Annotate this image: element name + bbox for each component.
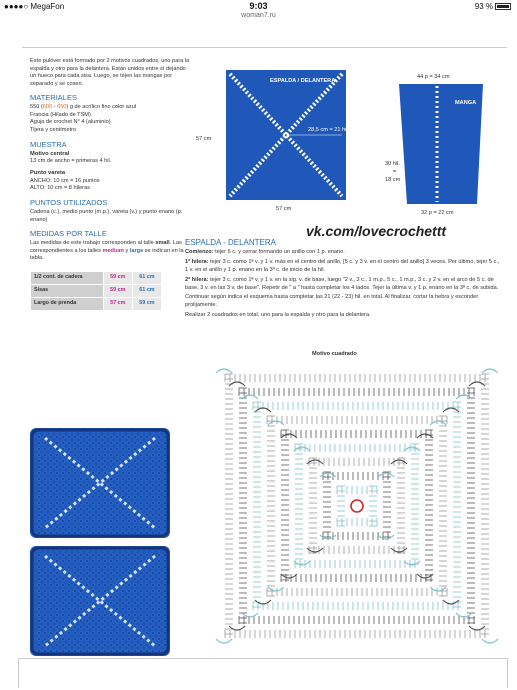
size-table bbox=[30, 271, 162, 311]
cell-medium: 59 cm bbox=[103, 284, 132, 297]
chart-stitch bbox=[443, 600, 459, 604]
instruction-p2 bbox=[185, 259, 503, 275]
schematic-label: ESPALDA / DELANTERA bbox=[270, 78, 336, 84]
text: Las medidas de este trabajo corresponden al talle bbox=[30, 240, 156, 247]
muestra-sub: Motivo central bbox=[30, 150, 70, 157]
muestra-lines bbox=[30, 178, 190, 193]
half-measure: 28,5 cm = 21 hil. bbox=[308, 127, 350, 133]
cell-medium: 57 cm bbox=[103, 297, 132, 310]
chart-stitch bbox=[229, 382, 245, 386]
text: 600 bbox=[42, 104, 53, 111]
chart-stitch bbox=[404, 561, 420, 565]
width-measure: 57 cm bbox=[276, 206, 292, 212]
clock: 9:03 bbox=[249, 1, 268, 11]
text: tejer 3 c. como 1ª v. y 1 v. en la sig. v. de base, luego "2 v., 3 c., 1 m.p., 5 c., 1 m.p., 3 c. y 2 v. en el arco de 5 c. de base, 3 v. en las 3 v. de base". Repetir de " a " hasta completar los 4 lados. Tejer la última v. y 1 p. enano en la 3ª c. de subida. bbox=[185, 276, 499, 291]
cell-label: Largo de prenda bbox=[31, 297, 104, 310]
medidas-text bbox=[30, 240, 190, 263]
text: medium bbox=[102, 247, 124, 254]
chart-stitch bbox=[482, 369, 498, 373]
cell-large: 59 cm bbox=[132, 297, 161, 310]
instruction-p3 bbox=[185, 277, 503, 293]
text: tejer 3 c. como 1ª v. y 1 v. más en el centro del anillo, [5 c. y 3 v. en el centro del anillo] 3 veces. Por último, tejer 5 c., 1 v. en el anillo y 1 p. enano en la 3ª c. de inicio de la hil. bbox=[185, 259, 500, 273]
cell-large: 61 cm bbox=[132, 271, 161, 284]
text: large bbox=[129, 247, 144, 254]
text: - bbox=[52, 104, 58, 111]
motif-chart-svg bbox=[210, 359, 505, 654]
sleeve-top-measure: 44 p = 34 cm bbox=[417, 74, 450, 80]
table-row bbox=[31, 284, 162, 297]
intro-text: Este pulóver está formado por 2 motivos cuadrados, uno para la espalda y otro para la delantera. Están unidos entre sí dejando un hueco para cada sisa. Luego, se tejen las mangas por separado y se cosen. bbox=[30, 58, 190, 87]
text: 550 ( bbox=[30, 104, 43, 111]
chart-stitch bbox=[281, 574, 297, 578]
muestra-text: 13 cm de ancho = primeras 4 hil. bbox=[30, 158, 112, 165]
knit-square-photo bbox=[30, 546, 170, 656]
chart-stitch bbox=[216, 639, 232, 643]
battery-indicator bbox=[475, 2, 511, 11]
table-row bbox=[31, 297, 162, 310]
table-row bbox=[31, 271, 162, 284]
text: . Las correspondientes a los talles bbox=[30, 240, 182, 254]
sleeve-bottom-measure: 32 p = 22 cm bbox=[421, 210, 454, 216]
text: Tijera y centímetro bbox=[30, 126, 77, 133]
next-section-box bbox=[18, 658, 508, 688]
materiales-line1 bbox=[30, 104, 190, 134]
motif-chart bbox=[210, 359, 505, 654]
motif-title: Motivo cuadrado bbox=[312, 351, 357, 357]
chart-stitch bbox=[351, 500, 363, 512]
sleeve-height-c: 18 cm bbox=[385, 177, 401, 183]
address-bar-url[interactable]: woman7.ru bbox=[241, 12, 276, 19]
text: 1ª hilera: bbox=[185, 259, 209, 266]
espalda-heading: ESPALDA - DELANTERA bbox=[185, 238, 276, 247]
text: ALTO: 10 cm = 8 hileras bbox=[30, 185, 90, 192]
chart-stitch bbox=[469, 626, 485, 630]
chart-stitch bbox=[456, 613, 472, 617]
puntos-text: Cadena (c.), medio punto (m.p.), vareta (v.) y punto enano (p. enano) bbox=[30, 209, 183, 223]
cell-medium: 59 cm bbox=[103, 271, 132, 284]
text: Francia (Hilado de TSM) bbox=[30, 111, 91, 118]
text: ) g de acrílico fino color azul bbox=[66, 104, 137, 111]
instruction-p1 bbox=[185, 249, 503, 257]
chart-stitch bbox=[469, 382, 485, 386]
carrier-signal: ●●●●○ MegaFon bbox=[4, 2, 65, 11]
chart-stitch bbox=[216, 369, 232, 373]
instruction-p4: Continuar según indica el esquema hasta completar las 21 (22 - 23) hil. en total. Al finalizar, cortar la hebra y esconder prolijamente. bbox=[185, 294, 479, 309]
text: 650 bbox=[57, 104, 67, 111]
height-measure: 57 cm bbox=[196, 136, 212, 142]
text: se indican en la tabla. bbox=[30, 247, 184, 262]
instructions bbox=[185, 237, 503, 322]
watermark: vk.com/lovecrochettt bbox=[306, 223, 447, 239]
materiales-heading: MATERIALES bbox=[30, 93, 77, 103]
medidas-heading: MEDIDAS POR TALLE bbox=[30, 229, 107, 239]
sleeve-height-a: 30 hil. bbox=[385, 161, 400, 167]
text: tejer 6 c. y cerrar formando un anillo con 1 p. enano. bbox=[213, 249, 345, 256]
cell-large: 61 cm bbox=[132, 284, 161, 297]
chart-stitch bbox=[378, 473, 394, 477]
left-column bbox=[30, 58, 190, 311]
muestra-heading: MUESTRA bbox=[30, 139, 67, 149]
puntos-heading: PUNTOS UTILIZADOS bbox=[30, 197, 108, 207]
chart-stitch bbox=[443, 408, 459, 412]
magazine-page bbox=[22, 47, 507, 667]
knit-square-photo bbox=[30, 428, 170, 538]
sleeve-schematic bbox=[387, 72, 502, 242]
text: small bbox=[155, 240, 170, 247]
text: Comienzo: bbox=[185, 249, 214, 256]
text: ANCHO: 10 cm = 16 puntos bbox=[30, 177, 100, 184]
text: Aguja de crochet N° 4 (aluminio) bbox=[30, 119, 111, 126]
cell-label: 1/2 cont. de cadera bbox=[31, 271, 104, 284]
back-front-schematic bbox=[196, 58, 358, 218]
chart-stitch bbox=[294, 561, 310, 565]
battery-icon bbox=[495, 3, 511, 10]
cell-label: Sisas bbox=[31, 284, 104, 297]
sleeve-height-b: = bbox=[393, 169, 397, 175]
punto-vareta: Punto vareta bbox=[30, 169, 66, 176]
battery-percent: 93 % bbox=[474, 2, 493, 11]
text: y bbox=[123, 247, 130, 254]
text: 2ª hilera: bbox=[185, 276, 209, 283]
sleeve-label: MANGA bbox=[455, 100, 477, 106]
chart-stitch bbox=[229, 626, 245, 630]
chart-stitch bbox=[482, 639, 498, 643]
instruction-p5: Realizar 2 cuadrados en total, uno para la espalda y otro para la delantera. bbox=[185, 311, 371, 318]
